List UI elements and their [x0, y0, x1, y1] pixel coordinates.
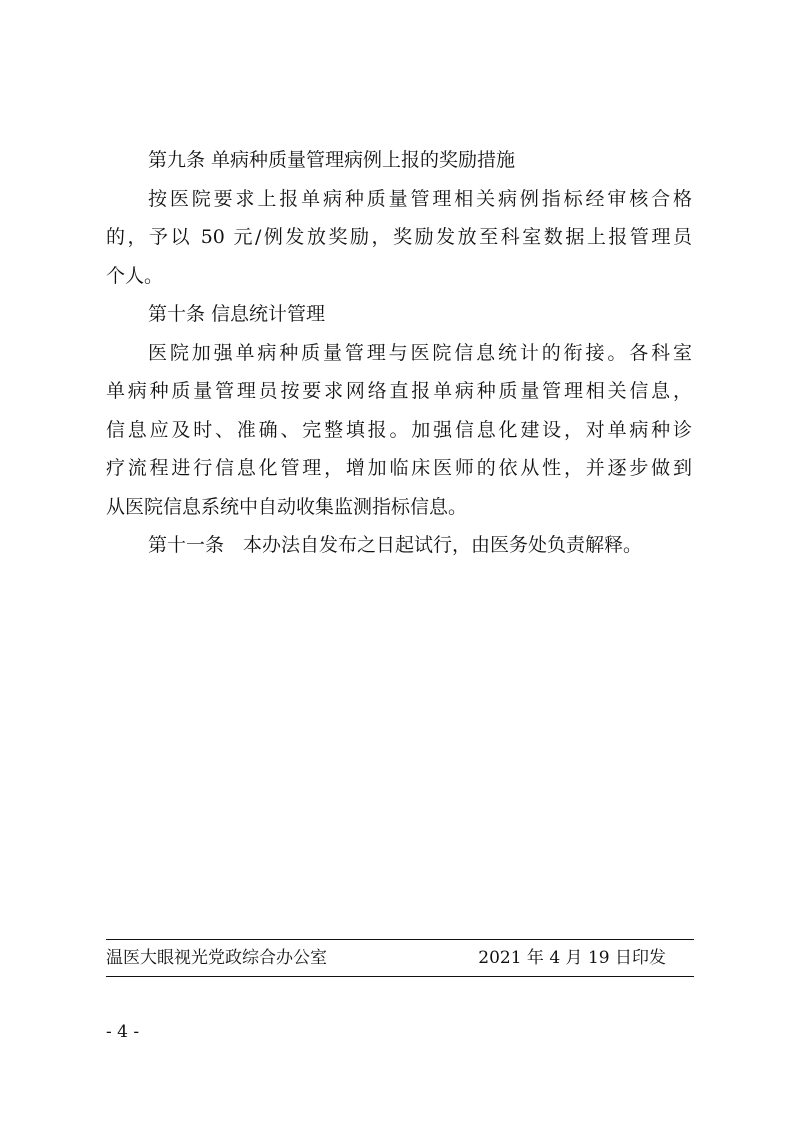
- article-10-text-line-5: 从医院信息系统中自动收集监测指标信息。: [106, 495, 468, 518]
- article-10-heading: 第十条 信息统计管理: [148, 303, 326, 325]
- article-9-text-line-2: 的，予以 50 元/例发放奖励，奖励发放至科室数据上报管理员: [106, 226, 692, 248]
- article-10-text-line-3: 信息应及时、准确、完整填报。加强信息化建设，对单病种诊: [106, 418, 692, 441]
- footer-issuer: 温医大眼视光党政综合办公室: [106, 948, 327, 968]
- footer-print-date: 2021 年 4 月 19 日印发: [478, 948, 666, 968]
- article-11-text: 第十一条 本办法自发布之日起试行，由医务处负责解释。: [148, 534, 643, 556]
- article-10-text-line-4: 疗流程进行信息化管理，增加临床医师的依从性，并逐步做到: [106, 457, 692, 479]
- article-10-text-line-2: 单病种质量管理员按要求网络直报单病种质量管理相关信息，: [106, 380, 692, 402]
- article-9-heading: 第九条 单病种质量管理病例上报的奖励措施: [148, 149, 516, 171]
- article-10-text-line-1: 医院加强单病种质量管理与医院信息统计的衔接。各科室: [148, 341, 692, 364]
- article-9-text-line-3: 个人。: [106, 264, 164, 287]
- article-9-text-line-1: 按医院要求上报单病种质量管理相关病例指标经审核合格: [148, 187, 692, 210]
- document-body: [106, 141, 692, 565]
- footer-bottom-rule: [106, 976, 694, 977]
- footer-top-rule: [106, 939, 694, 940]
- page-number: - 4 -: [106, 1022, 140, 1042]
